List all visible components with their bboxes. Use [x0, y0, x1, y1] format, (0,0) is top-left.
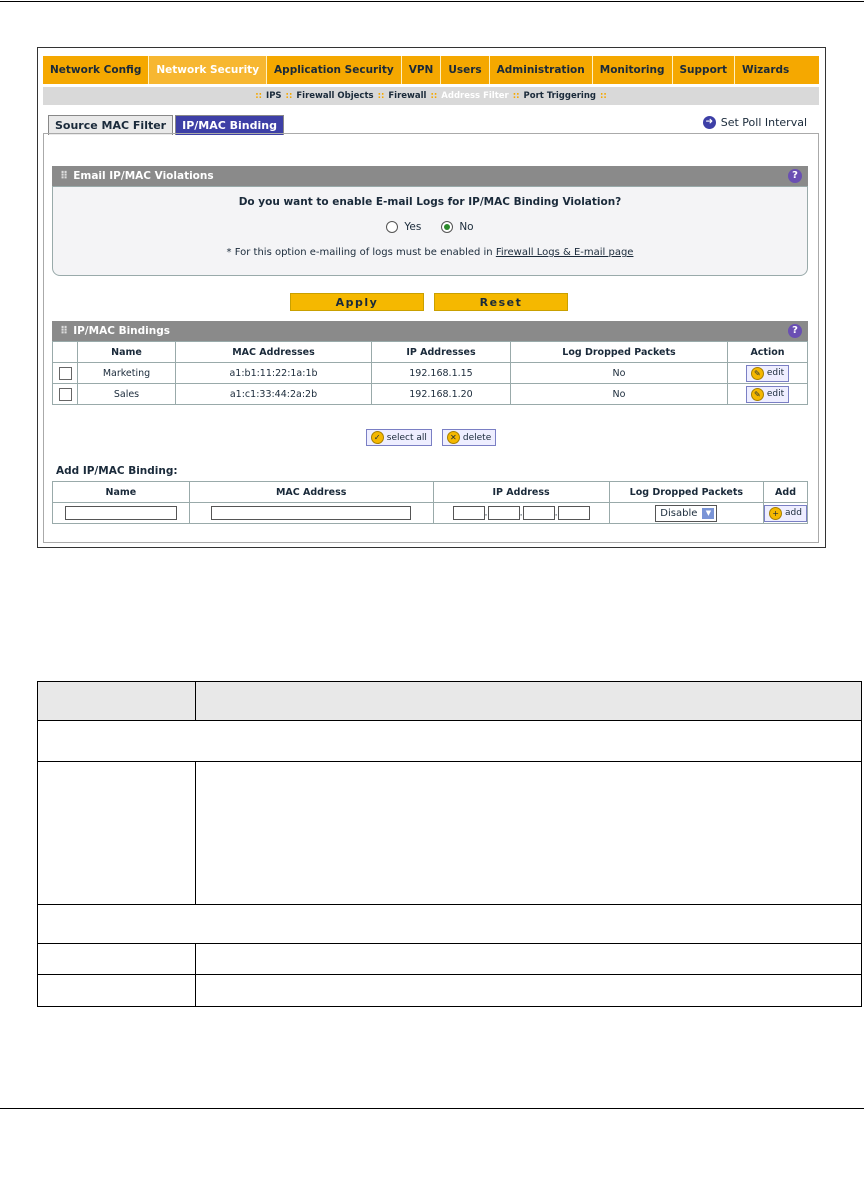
plus-icon: +	[769, 507, 782, 520]
bindings-actions	[44, 429, 818, 446]
arrow-right-circle-icon: ➜	[703, 116, 716, 129]
email-section-box	[52, 186, 808, 276]
pencil-icon: ✎	[751, 388, 764, 401]
bindings-header-row	[53, 342, 808, 363]
nav-support[interactable]: Support	[673, 56, 735, 84]
screenshot	[37, 47, 826, 548]
nav-vpn[interactable]: VPN	[402, 56, 442, 84]
add-col-name: Name	[53, 482, 190, 503]
email-note: * For this option e-mailing of logs must be enabled in Firewall Logs & E-mail page	[226, 247, 634, 258]
table-row	[53, 363, 808, 384]
bottom-rule	[0, 1108, 864, 1109]
add-col-add: Add	[764, 482, 808, 503]
tab-source-mac-filter[interactable]: Source MAC Filter	[48, 115, 173, 135]
subnav-address-filter[interactable]: Address Filter	[441, 91, 509, 101]
poll-label: Set Poll Interval	[720, 116, 807, 129]
row-name: Marketing	[78, 363, 176, 384]
add-binding-title: Add IP/MAC Binding:	[56, 465, 178, 477]
apply-button[interactable]: Apply	[290, 293, 424, 311]
add-button[interactable]: + add	[764, 505, 807, 522]
nav-network-security[interactable]: Network Security	[149, 56, 267, 84]
radio-yes[interactable]: Yes	[386, 221, 421, 233]
row-ip: 192.168.1.15	[372, 363, 511, 384]
name-input[interactable]	[65, 506, 177, 520]
col-ip: IP Addresses	[372, 342, 511, 363]
question-icon[interactable]: ?	[788, 169, 802, 183]
add-binding-table	[52, 481, 808, 524]
select-all-button[interactable]: ✓ select all	[366, 429, 432, 446]
bindings-section-title: IP/MAC Bindings	[73, 325, 171, 337]
radio-no[interactable]: No	[441, 221, 473, 233]
desc-row	[38, 944, 862, 975]
desc-header-row	[38, 682, 862, 721]
subnav-ips[interactable]: IPS	[266, 91, 282, 101]
tab-bar	[48, 115, 286, 135]
subnav-port-triggering[interactable]: Port Triggering	[523, 91, 596, 101]
col-name: Name	[78, 342, 176, 363]
row-mac: a1:c1:33:44:2a:2b	[176, 384, 372, 405]
email-radio-group	[53, 221, 807, 233]
mac-address-input[interactable]	[211, 506, 411, 520]
row-ip: 192.168.1.20	[372, 384, 511, 405]
col-log: Log Dropped Packets	[511, 342, 728, 363]
description-table	[37, 681, 862, 1007]
add-col-log: Log Dropped Packets	[609, 482, 763, 503]
log-dropped-select[interactable]: Disable ▼	[655, 505, 717, 522]
nav-network-config[interactable]: Network Config	[43, 56, 149, 84]
desc-header-cell-1	[38, 682, 196, 721]
add-header-row	[53, 482, 808, 503]
check-icon: ✓	[371, 431, 384, 444]
email-question: Do you want to enable E-mail Logs for IP/MAC Binding Violation?	[238, 196, 622, 208]
top-nav	[43, 56, 819, 84]
delete-button[interactable]: ✕ delete	[442, 429, 496, 446]
subnav-firewall-objects[interactable]: Firewall Objects	[296, 91, 374, 101]
chevron-down-icon: ▼	[702, 508, 714, 519]
row-checkbox[interactable]	[59, 367, 72, 380]
nav-administration[interactable]: Administration	[490, 56, 593, 84]
desc-row	[38, 762, 862, 905]
ip-octet-4-input[interactable]	[558, 506, 590, 520]
ip-octet-3-input[interactable]	[523, 506, 555, 520]
set-poll-interval-link[interactable]	[703, 116, 807, 129]
edit-button[interactable]: ✎ edit	[746, 365, 789, 382]
subnav-firewall[interactable]: Firewall	[388, 91, 427, 101]
bindings-section-bar: ⠿ IP/MAC Bindings ?	[52, 321, 808, 341]
bindings-table	[52, 341, 808, 405]
sub-nav: :: IPS :: Firewall Objects :: Firewall :: Address Filter :: Port Triggering ::	[43, 87, 819, 105]
ip-octet-2-input[interactable]	[488, 506, 520, 520]
table-row	[53, 384, 808, 405]
pencil-icon: ✎	[751, 367, 764, 380]
firewall-logs-link[interactable]: Firewall Logs & E-mail page	[495, 247, 634, 258]
top-rule	[0, 1, 864, 2]
tab-ip-mac-binding[interactable]: IP/MAC Binding	[175, 115, 284, 135]
desc-section-row	[38, 721, 862, 762]
question-icon[interactable]: ?	[788, 324, 802, 338]
col-mac: MAC Addresses	[176, 342, 372, 363]
email-section-bar: ⠿ Email IP/MAC Violations ?	[52, 166, 808, 186]
nav-monitoring[interactable]: Monitoring	[593, 56, 673, 84]
row-name: Sales	[78, 384, 176, 405]
col-action: Action	[728, 342, 808, 363]
add-col-ip: IP Address	[433, 482, 609, 503]
content-panel	[43, 133, 819, 543]
email-section-title: Email IP/MAC Violations	[73, 170, 214, 182]
ip-octet-1-input[interactable]	[453, 506, 485, 520]
row-log: No	[511, 363, 728, 384]
row-checkbox[interactable]	[59, 388, 72, 401]
nav-application-security[interactable]: Application Security	[267, 56, 402, 84]
x-icon: ✕	[447, 431, 460, 444]
desc-row	[38, 975, 862, 1007]
add-col-mac: MAC Address	[189, 482, 433, 503]
edit-button[interactable]: ✎ edit	[746, 386, 789, 403]
desc-header-cell-2	[196, 682, 862, 721]
row-log: No	[511, 384, 728, 405]
row-mac: a1:b1:11:22:1a:1b	[176, 363, 372, 384]
nav-wizards[interactable]: Wizards	[741, 64, 790, 76]
add-input-row: . . . Disable ▼ + add	[53, 503, 808, 524]
reset-button[interactable]: Reset	[434, 293, 568, 311]
nav-users[interactable]: Users	[441, 56, 489, 84]
desc-section-row	[38, 905, 862, 944]
